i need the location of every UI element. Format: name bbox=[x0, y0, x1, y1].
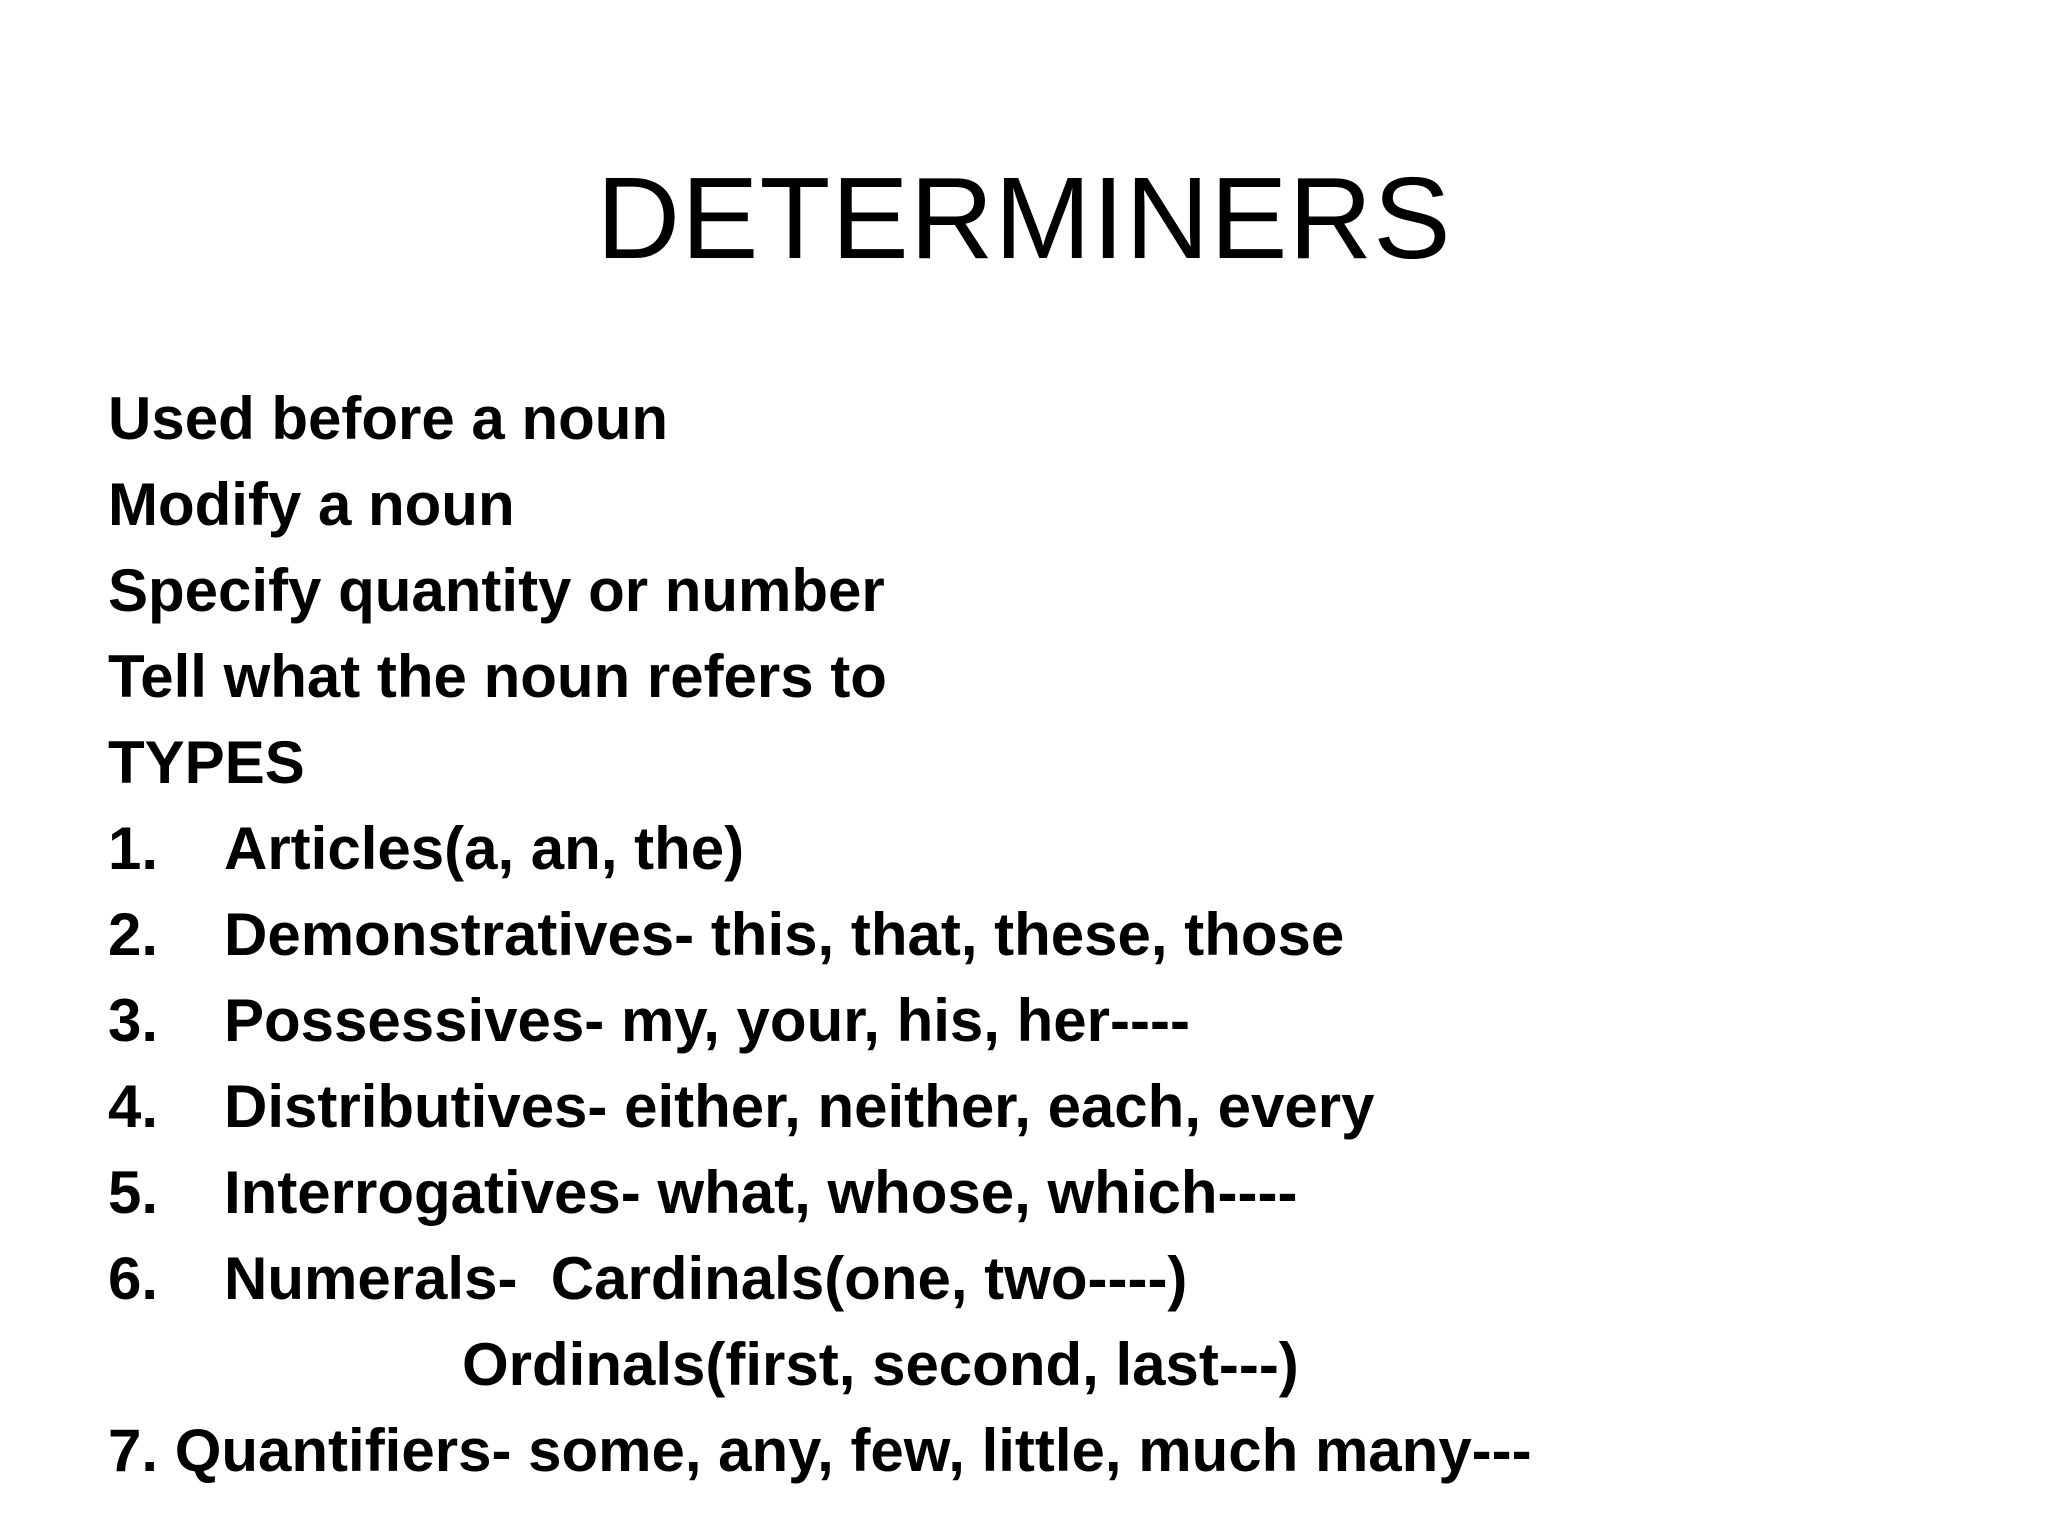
type-number: 4. bbox=[108, 1073, 159, 1140]
numerals-continuation: Ordinals(first, second, last---) bbox=[462, 1331, 1299, 1398]
type-text: Numerals- Cardinals(one, two----) bbox=[224, 1245, 1188, 1312]
type-item bbox=[108, 1150, 1968, 1236]
type-item bbox=[108, 892, 1968, 978]
slide-body bbox=[108, 376, 1968, 1494]
type-item bbox=[108, 978, 1968, 1064]
type-number: 3. bbox=[108, 987, 159, 1054]
type-text: Possessives- my, your, his, her---- bbox=[224, 987, 1190, 1054]
type-item bbox=[108, 1064, 1968, 1150]
type-number: 1. bbox=[108, 815, 159, 882]
intro-line: Modify a noun bbox=[108, 471, 515, 538]
type-text: Distributives- either, neither, each, every bbox=[224, 1073, 1375, 1140]
type-number: 6. bbox=[108, 1245, 159, 1312]
slide-title: DETERMINERS bbox=[596, 153, 1452, 283]
type-number: 2. bbox=[108, 901, 159, 968]
intro-line: Used before a noun bbox=[108, 385, 669, 452]
type-item bbox=[108, 806, 1968, 892]
intro-line: Specify quantity or number bbox=[108, 557, 885, 624]
type-number: 5. bbox=[108, 1159, 159, 1226]
types-heading: TYPES bbox=[108, 729, 305, 796]
type-text: Articles(a, an, the) bbox=[224, 815, 745, 882]
type-text: Interrogatives- what, whose, which---- bbox=[224, 1159, 1298, 1226]
quantifiers-item: 7. Quantifiers- some, any, few, little, much many--- bbox=[108, 1417, 1532, 1484]
type-text: Demonstratives- this, that, these, those bbox=[224, 901, 1345, 968]
type-item bbox=[108, 1236, 1968, 1322]
intro-line: Tell what the noun refers to bbox=[108, 643, 887, 710]
